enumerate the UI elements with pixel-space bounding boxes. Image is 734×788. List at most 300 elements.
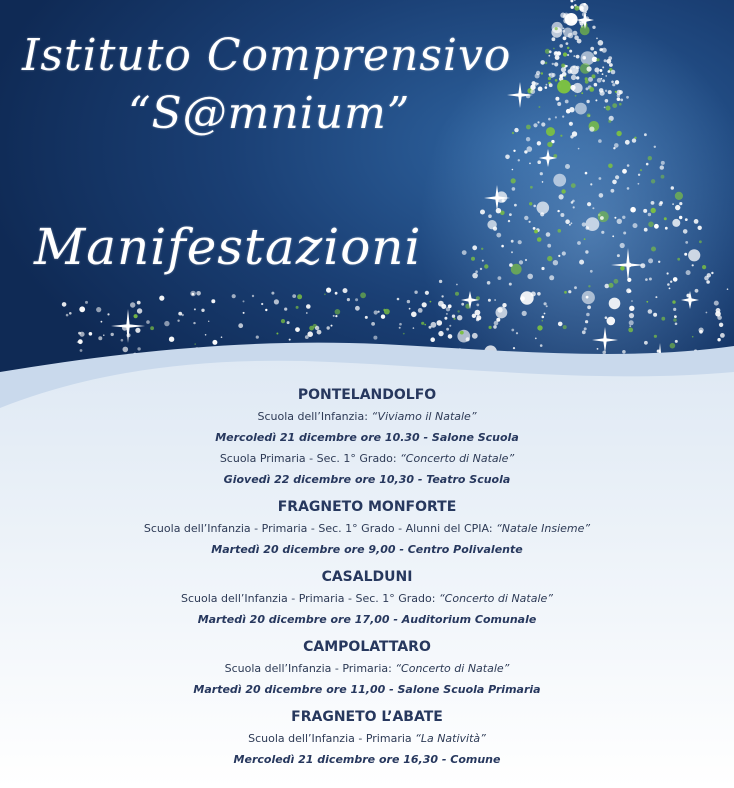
tree-light	[604, 107, 606, 109]
tree-light	[557, 210, 559, 212]
tree-light	[620, 266, 625, 271]
tree-light	[565, 76, 567, 78]
tree-light	[512, 187, 516, 191]
tree-light	[586, 226, 590, 230]
tree-light	[578, 148, 580, 150]
tree-light	[613, 147, 615, 149]
tree-light	[505, 155, 510, 160]
tree-light	[570, 122, 572, 124]
sparkle-dot	[448, 334, 453, 339]
tree-light	[573, 66, 575, 68]
tree-light	[602, 351, 606, 355]
sparkle-dot	[66, 314, 69, 317]
tree-light	[472, 273, 478, 279]
tree-light	[586, 313, 590, 317]
tree-light	[573, 206, 575, 208]
sparkle-dot	[232, 294, 236, 298]
tree-light	[648, 156, 652, 160]
tree-light	[456, 284, 458, 286]
tree-light	[629, 325, 631, 327]
tree-light	[513, 347, 515, 349]
sparkle-dot	[307, 331, 313, 337]
tree-light	[617, 254, 620, 257]
sparkle-dot	[371, 322, 375, 326]
tree-light	[453, 318, 455, 320]
tree-light	[586, 100, 589, 103]
tree-light	[626, 96, 629, 99]
tree-light	[555, 79, 558, 82]
sparkle-dot	[411, 312, 417, 318]
tree-light	[511, 329, 514, 332]
tree-light	[576, 76, 579, 79]
sparkle-dot	[78, 332, 81, 335]
tree-light	[619, 90, 623, 94]
tree-light	[461, 303, 464, 306]
tree-light	[646, 163, 649, 166]
tree-light	[695, 289, 699, 293]
sparkle-dot	[409, 308, 411, 310]
tree-light	[719, 323, 723, 327]
sparkle-dot	[422, 302, 427, 307]
tree-light	[547, 256, 552, 261]
tree-light	[537, 83, 539, 85]
tree-light	[683, 229, 688, 234]
tree-light	[601, 231, 604, 234]
tree-light	[675, 323, 678, 326]
tree-light	[537, 292, 541, 296]
event-title: “Concerto di Natale”	[395, 662, 510, 675]
tree-light	[661, 175, 665, 179]
sparkle-dot	[429, 326, 432, 329]
event-date: Martedì 20 dicembre ore 11,00 - Salone Scuola Primaria	[193, 683, 541, 696]
tree-light	[514, 204, 517, 207]
tree-light	[588, 285, 590, 287]
tree-light	[620, 99, 623, 102]
tree-light	[629, 320, 634, 325]
sparkle-dot	[289, 339, 291, 341]
tree-light	[555, 97, 559, 101]
tree-light	[627, 187, 630, 190]
event-date: Mercoledì 21 dicembre ore 10.30 - Salone Scuola	[215, 431, 519, 444]
tree-light	[568, 290, 571, 293]
sparkle-dot	[96, 307, 101, 312]
tree-light	[554, 51, 559, 56]
tree-light	[607, 317, 616, 326]
tree-light	[529, 221, 531, 223]
tree-light	[518, 159, 520, 161]
sparkle-dot	[85, 301, 88, 304]
tree-light	[594, 83, 598, 87]
event-school: Scuola dell’Infanzia - Primaria - Sec. 1° Grado:	[180, 592, 436, 605]
tree-light	[626, 288, 631, 293]
school-title-line-2: “S@mnium”	[128, 88, 411, 139]
tree-light	[653, 313, 657, 317]
tree-light	[655, 296, 657, 298]
event-date: Martedì 20 dicembre ore 9,00 - Centro Polivalente	[211, 543, 523, 556]
tree-light	[457, 310, 459, 312]
event-town: FRAGNETO MONFORTE	[277, 499, 457, 515]
tree-light	[605, 90, 607, 92]
tree-light	[541, 122, 545, 126]
tree-light	[555, 55, 560, 60]
tree-light	[481, 248, 483, 250]
tree-light	[548, 77, 551, 80]
tree-light	[694, 219, 699, 224]
sparkle-dot	[324, 293, 326, 295]
sparkle-dot	[164, 321, 169, 326]
event-title: “La Natività”	[415, 732, 486, 745]
sparkle-dot	[327, 326, 330, 329]
tree-light	[566, 65, 568, 67]
tree-light	[605, 75, 607, 77]
sparkle-dot	[281, 319, 285, 323]
tree-light	[582, 330, 586, 334]
tree-light	[582, 222, 586, 226]
tree-light	[571, 6, 574, 9]
tree-light	[571, 183, 576, 188]
tree-light	[614, 279, 619, 284]
sparkle-dot	[69, 312, 72, 315]
tree-light	[644, 341, 648, 345]
tree-light	[608, 164, 613, 169]
sparkle-dot	[159, 296, 164, 301]
tree-light	[552, 37, 556, 41]
tree-light	[533, 123, 537, 127]
event-title: “Concerto di Natale”	[438, 592, 553, 605]
tree-light	[672, 219, 680, 227]
tree-light	[596, 38, 598, 40]
sparkle-dot	[150, 326, 154, 330]
tree-light	[493, 227, 497, 231]
tree-light	[538, 87, 543, 92]
tree-light	[561, 67, 566, 72]
tree-light	[558, 229, 562, 233]
tree-light	[536, 71, 540, 75]
tree-light	[684, 253, 687, 256]
tree-light	[480, 210, 485, 215]
tree-light	[612, 235, 614, 237]
tree-light	[584, 238, 586, 240]
sparkle-dot	[137, 308, 142, 313]
tree-light	[563, 28, 573, 38]
tree-light	[602, 79, 605, 82]
tree-light	[688, 249, 700, 261]
tree-light	[452, 315, 455, 318]
tree-light	[595, 99, 597, 101]
tree-light	[529, 202, 532, 205]
sparkle-dot	[134, 314, 138, 318]
sparkle-dot	[460, 331, 464, 335]
sparkle-dot	[441, 295, 443, 297]
tree-light	[530, 89, 535, 94]
sparkle-dot	[111, 333, 114, 336]
tree-light	[576, 55, 580, 59]
tree-light	[661, 317, 665, 321]
tree-light	[549, 50, 552, 53]
tree-light	[509, 213, 512, 216]
tree-light	[604, 59, 607, 62]
tree-light	[654, 224, 659, 229]
sparkle-dot	[193, 322, 195, 324]
tree-light	[614, 217, 616, 219]
tree-light	[509, 283, 512, 286]
tree-light	[590, 270, 593, 273]
tree-light	[446, 328, 449, 331]
tree-light	[557, 102, 561, 106]
tree-light	[649, 278, 652, 281]
tree-light	[597, 348, 599, 350]
sparkle-dot	[107, 313, 109, 315]
tree-light	[526, 137, 530, 141]
tree-light	[648, 309, 653, 314]
tree-light	[611, 70, 616, 75]
tree-light	[706, 280, 710, 284]
tree-light	[596, 58, 599, 61]
sparkle-dot	[355, 298, 358, 301]
school-title-line-1: Istituto Comprensivo	[22, 30, 512, 81]
tree-light	[540, 344, 543, 347]
sparkle-dot	[413, 327, 415, 329]
tree-light	[574, 286, 577, 289]
tree-light	[592, 57, 597, 62]
event-block	[0, 708, 734, 770]
tree-light	[541, 267, 544, 270]
tree-light	[598, 40, 604, 46]
sparkle-dot	[399, 327, 401, 329]
sparkle-dot	[78, 339, 83, 344]
sparkle-dot	[194, 343, 196, 345]
sparkle-dot	[137, 301, 141, 305]
tree-light	[579, 3, 588, 12]
sparkle-dot	[446, 313, 448, 315]
event-town: PONTELANDOLFO	[297, 387, 437, 403]
tree-light	[615, 91, 617, 93]
tree-light	[484, 264, 488, 268]
tree-light	[622, 216, 625, 219]
sparkle-dot	[457, 315, 462, 320]
event-school: Scuola dell’Infanzia:	[257, 410, 368, 423]
tree-light	[619, 103, 622, 106]
tree-light	[567, 54, 569, 56]
tree-light	[611, 81, 614, 84]
tree-light	[538, 106, 540, 108]
tree-light	[526, 125, 531, 130]
tree-light	[706, 312, 708, 314]
tree-light	[514, 128, 518, 132]
tree-light	[553, 174, 566, 187]
tree-light	[534, 230, 538, 234]
sparkle-dot	[252, 295, 254, 297]
events-list	[0, 386, 734, 778]
sparkle-dot	[221, 336, 223, 338]
sparkle-dot	[89, 332, 93, 336]
tree-light	[685, 218, 688, 221]
tree-light	[552, 63, 554, 65]
tree-light	[553, 48, 555, 50]
tree-light	[549, 275, 554, 280]
tree-light	[512, 132, 514, 134]
event-block	[0, 498, 734, 560]
event-school-line	[0, 658, 734, 679]
tree-light	[601, 48, 603, 50]
tree-light	[438, 331, 443, 336]
tree-light	[476, 304, 479, 307]
events-subtitle: Manifestazioni	[34, 218, 422, 276]
tree-light	[568, 69, 573, 74]
tree-light	[546, 84, 548, 86]
tree-light	[475, 270, 478, 273]
tree-light	[511, 251, 513, 253]
tree-light	[651, 201, 655, 205]
tree-light	[599, 88, 604, 93]
tree-light	[574, 6, 579, 11]
tree-light	[575, 103, 587, 115]
sparkle-dot	[295, 327, 300, 332]
tree-light	[661, 161, 665, 165]
sparkle-dot	[284, 308, 287, 311]
tree-light	[658, 261, 660, 263]
tree-light	[598, 211, 609, 222]
tree-light	[707, 273, 711, 277]
tree-light	[592, 207, 594, 209]
tree-light	[692, 336, 694, 338]
tree-light	[560, 135, 562, 137]
tree-light	[599, 193, 604, 198]
tree-light	[560, 213, 564, 217]
tree-light	[608, 56, 612, 60]
sparkle-dot	[103, 335, 104, 336]
tree-light	[537, 141, 541, 145]
tree-light	[629, 306, 634, 311]
tree-light	[525, 259, 527, 261]
tree-light	[559, 44, 563, 48]
tree-light	[570, 135, 573, 138]
tree-light	[670, 281, 672, 283]
tree-light	[608, 90, 612, 94]
tree-light	[669, 288, 671, 290]
tree-light	[546, 232, 551, 237]
sparkle-dot	[297, 294, 302, 299]
event-date: Martedì 20 dicembre ore 17,00 - Auditorium Comunale	[197, 613, 537, 626]
tree-light	[638, 174, 640, 176]
tree-light	[677, 258, 680, 261]
sparkle-dot	[430, 337, 435, 342]
sparkle-dot	[472, 333, 478, 339]
tree-light	[646, 301, 648, 303]
sparkle-dot	[360, 292, 366, 298]
tree-light	[605, 316, 608, 319]
event-town: CASALDUNI	[321, 569, 413, 585]
tree-light	[558, 255, 560, 257]
tree-light	[599, 177, 602, 180]
tree-light	[540, 60, 545, 65]
tree-light	[640, 169, 642, 171]
tree-light	[592, 74, 596, 78]
tree-light	[577, 241, 581, 245]
sparkle-dot	[212, 340, 217, 345]
tree-light	[537, 325, 542, 330]
tree-light	[537, 121, 539, 123]
tree-light	[522, 311, 527, 316]
tree-light	[644, 228, 648, 232]
tree-light	[590, 47, 594, 51]
tree-light	[537, 237, 542, 242]
tree-light	[651, 179, 655, 183]
tree-light	[524, 216, 528, 220]
tree-light	[628, 328, 633, 333]
sparkle-dot	[399, 323, 402, 326]
tree-light	[631, 300, 633, 302]
tree-light	[587, 114, 591, 118]
sparkle-dot	[335, 315, 337, 317]
tree-light	[567, 47, 570, 50]
tree-light	[585, 250, 588, 253]
tree-light	[457, 330, 470, 343]
tree-light	[564, 291, 567, 294]
sparkle-dot	[80, 349, 83, 352]
tree-light	[482, 260, 484, 262]
tree-light	[609, 298, 621, 310]
tree-light	[594, 68, 599, 73]
tree-light	[577, 39, 582, 44]
sparkle-dot	[271, 292, 274, 295]
tree-light	[555, 27, 558, 30]
tree-light	[675, 192, 683, 200]
sparkle-dot	[62, 302, 67, 307]
sparkle-dot	[208, 321, 209, 322]
sparkle-dot	[306, 312, 308, 314]
tree-light	[462, 250, 467, 255]
sparkle-dot	[326, 288, 331, 293]
event-title: “Concerto di Natale”	[400, 452, 515, 465]
tree-light	[533, 205, 536, 208]
sparkle-dot	[365, 316, 368, 319]
tree-light	[586, 87, 589, 90]
tree-light	[547, 244, 551, 248]
tree-light	[565, 219, 570, 224]
tree-light	[487, 281, 491, 285]
tree-light	[615, 175, 619, 179]
tree-light	[449, 325, 451, 327]
tree-light	[563, 52, 567, 56]
sparkle-dot	[403, 333, 405, 335]
event-block	[0, 386, 734, 490]
tree-light	[501, 245, 504, 248]
tree-light	[524, 150, 527, 153]
tree-light	[563, 28, 565, 30]
tree-light	[673, 318, 677, 322]
tree-light	[573, 31, 578, 36]
tree-light	[717, 338, 720, 341]
tree-light	[692, 264, 694, 266]
tree-light	[560, 74, 564, 78]
tree-light	[587, 66, 592, 71]
event-town: FRAGNETO L’ABATE	[291, 709, 443, 725]
sparkle-dot	[425, 291, 429, 295]
sparkle-dot	[135, 328, 140, 333]
sparkle-dot	[169, 337, 174, 342]
sparkle-dot	[79, 306, 85, 312]
sparkle-dot	[418, 308, 423, 313]
sparkle-dot	[331, 325, 333, 327]
tree-light	[612, 83, 615, 86]
tree-light	[584, 327, 587, 330]
tree-light	[542, 320, 544, 322]
tree-light	[685, 241, 688, 244]
tree-light	[581, 92, 583, 94]
tree-light	[585, 172, 588, 175]
tree-light	[651, 247, 656, 252]
